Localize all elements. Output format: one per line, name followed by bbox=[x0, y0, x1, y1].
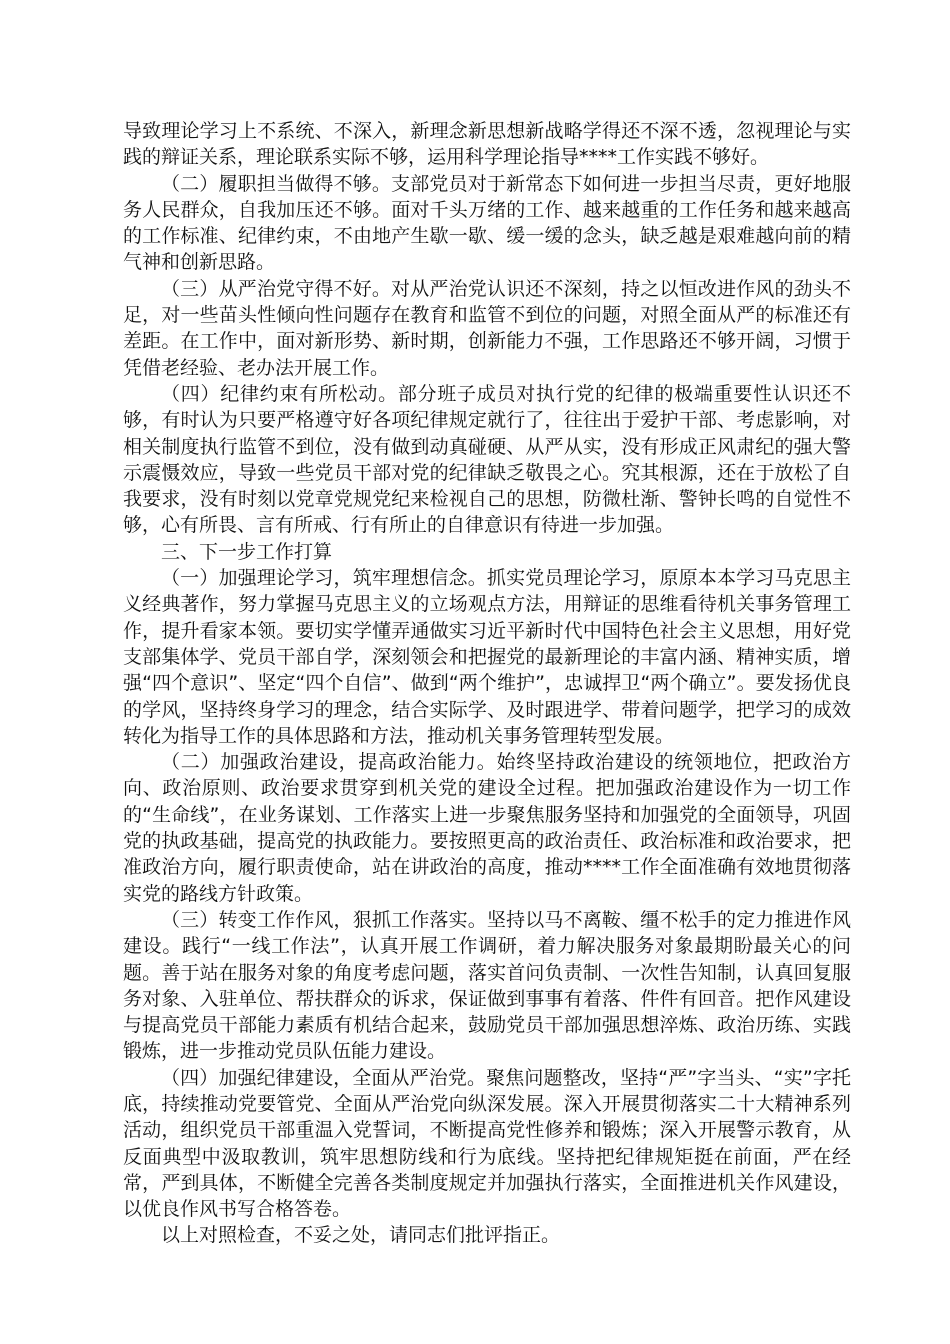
document-body bbox=[123, 118, 851, 1249]
paragraph-item-3-party-discipline: （三）从严治党守得不好。对从严治党认识还不深刻，持之以恒改进作风的劲头不足，对一些苗头性倾向性问题存在教育和监管不到位的问题，对照全面从严的标准还有差距。在工作中，面对新形势、新时期，创新能力不强，工作思路还不够开阔，习惯于凭借老经验、老办法开展工作。 bbox=[123, 277, 851, 379]
paragraph-item-4-discipline-loosened: （四）纪律约束有所松动。部分班子成员对执行党的纪律的极端重要性认识还不够，有时认为只要严格遵守好各项纪律规定就行了，往往出于爱护干部、考虑影响，对相关制度执行监管不到位，没有做到动真碰硬、从严从实，没有形成正风肃纪的强大警示震慑效应，导致一些党员干部对党的纪律缺乏敬畏之心。究其根源，还在于放松了自我要求，没有时刻以党章党规党纪来检视自己的思想，防微杜渐、警钟长鸣的自觉性不够，心有所畏、言有所戒、行有所止的自律意识有待进一步加强。 bbox=[123, 382, 851, 537]
paragraph-closing: 以上对照检查，不妥之处，请同志们批评指正。 bbox=[161, 1224, 561, 1247]
paragraph-continuation: 导致理论学习上不系统、不深入，新理念新思想新战略学得还不深不透，忽视理论与实践的辩证关系，理论联系实际不够，运用科学理论指导****工作实践不够好。 bbox=[123, 120, 851, 169]
paragraph-item-2-duty: （二）履职担当做得不够。支部党员对于新常态下如何进一步担当尽责，更好地服务人民群众，自我加压还不够。面对千头万绪的工作、越来越重的工作任务和越来越高的工作标准、纪律约束，不由地产生歇一歇、缓一缓的念头，缺乏越是艰难越向前的精气神和创新思路。 bbox=[123, 172, 851, 274]
section-heading-next-steps: 三、下一步工作打算 bbox=[161, 540, 333, 563]
paragraph-plan-1-theory: （一）加强理论学习，筑牢理想信念。抓实党员理论学习，原原本本学习马克思主义经典著作，努力掌握马克思主义的立场观点方法，用辩证的思维看待机关事务管理工作，提升看家本领。要切实学懂弄通做实习近平新时代中国特色社会主义思想，用好党支部集体学、党员干部自学，深刻领会和把握党的最新理论的丰富内涵、精神实质，增强“四个意识”、坚定“四个自信”、做到“两个维护”，忠诚捍卫“两个确立”。要发扬优良的学风，坚持终身学习的理念，结合实际学、及时跟进学、带着问题学，把学习的成效转化为指导工作的具体思路和方法，推动机关事务管理转型发展。 bbox=[123, 567, 851, 747]
paragraph-plan-4-discipline: （四）加强纪律建设，全面从严治党。聚焦问题整改，坚持“严”字当头、“实”字托底，持续推动党要管党、全面从严治党向纵深发展。深入开展贯彻落实二十大精神系列活动，组织党员干部重温入党誓词，不断提高党性修养和锻炼；深入开展警示教育，从反面典型中汲取教训，筑牢思想防线和行为底线。坚持把纪律规矩挺在前面，严在经常，严到具体，不断健全完善各类制度规定并加强执行落实，全面推进机关作风建设，以优良作风书写合格答卷。 bbox=[123, 1066, 851, 1221]
paragraph-plan-3-style: （三）转变工作作风，狠抓工作落实。坚持以马不离鞍、缰不松手的定力推进作风建设。践行“一线工作法”，认真开展工作调研，着力解决服务对象最期盼最关心的问题。善于站在服务对象的角度考虑问题，落实首问负责制、一次性告知制，认真回复服务对象、入驻单位、帮扶群众的诉求，保证做到事事有着落、件件有回音。把作风建设与提高党员干部能力素质有机结合起来，鼓励党员干部加强思想淬炼、政治历练、实践锻炼，进一步推动党员队伍能力建设。 bbox=[123, 908, 851, 1063]
paragraph-plan-2-politics: （二）加强政治建设，提高政治能力。始终坚持政治建设的统领地位，把政治方向、政治原则、政治要求贯穿到机关党的建设全过程。把加强政治建设作为一切工作的“生命线”，在业务谋划、工作落实上进一步聚焦服务坚持和加强党的全面领导，巩固党的执政基础，提高党的执政能力。要按照更高的政治责任、政治标准和政治要求，把准政治方向，履行职责使命，站在讲政治的高度，推动****工作全面准确有效地贯彻落实党的路线方针政策。 bbox=[123, 751, 851, 905]
